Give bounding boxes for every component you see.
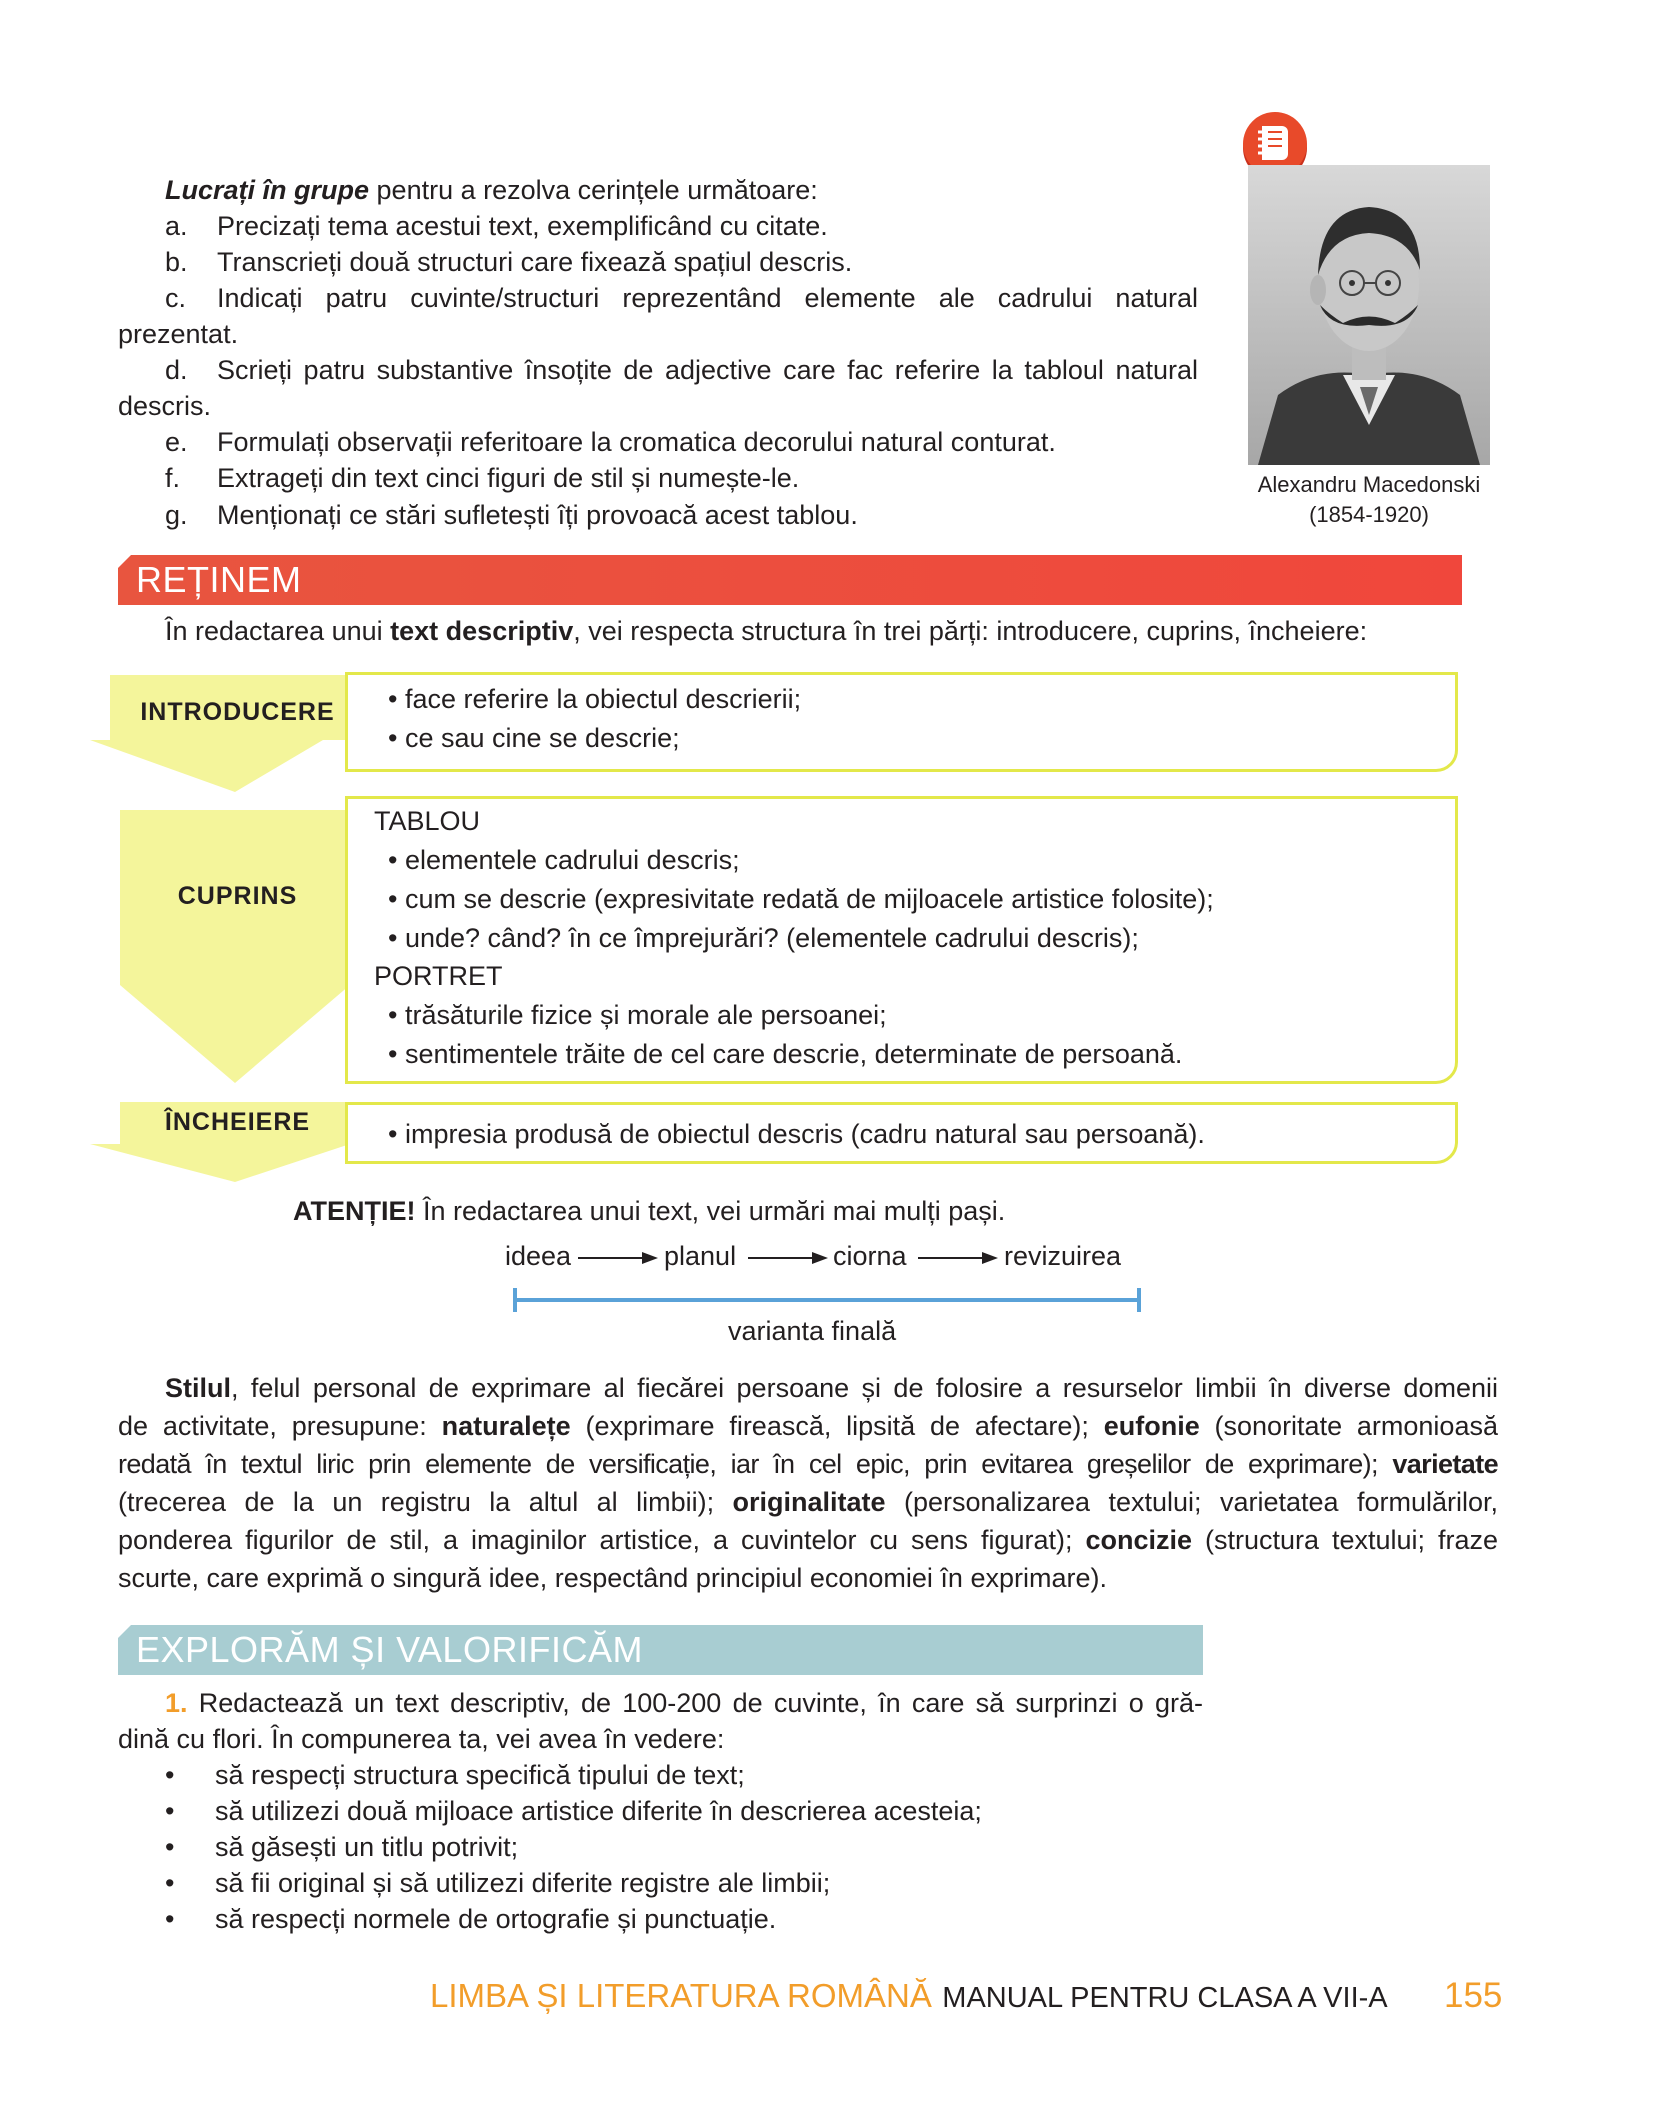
retinem-header: [118, 555, 1462, 605]
tablou-bullet: • elementele cadrului descris;: [388, 845, 740, 875]
bar-notch: [117, 555, 131, 569]
final-bracket: [512, 1288, 1142, 1312]
task-bullet: • să găsești un titlu potrivit;: [165, 1832, 519, 1862]
tablou-heading: TABLOU: [374, 806, 481, 836]
stilul-term: eufonie: [1103, 1411, 1200, 1441]
item-text: Precizați tema acestui text, exemplificând cu citate.: [217, 211, 828, 241]
portrait-photo: [1248, 165, 1490, 465]
task-bullet-text: să respecți structura specifică tipului de text;: [215, 1760, 745, 1790]
stilul-text: ponderea figurilor de stil, a imaginilor artistice, a cuvintelor cu sens figurat);: [118, 1525, 1086, 1555]
stilul-text: (structura textului; fraze: [1192, 1525, 1499, 1555]
item-letter: f.: [165, 463, 181, 493]
task-bullet-text: să utilizezi două mijloace artistice diferite în descrierea acesteia;: [215, 1796, 982, 1826]
stilul-line-3: [118, 1446, 1498, 1482]
stilul-text: (trecerea de la un registru la altul al limbii);: [118, 1487, 733, 1517]
introducere-bullet: • ce sau cine se descrie;: [388, 723, 680, 753]
item-text: Transcrieți două structuri care fixează spațiul descris.: [217, 247, 853, 277]
item-letter: e.: [165, 427, 188, 457]
item-letter: a.: [165, 211, 188, 241]
tablou-bullet: • cum se descrie (expresivitate redată de mijloacele artistice folosite);: [388, 884, 1214, 914]
arrow-right-icon: [578, 1251, 658, 1265]
stilul-term: varietate: [1392, 1449, 1498, 1479]
portret-heading: PORTRET: [374, 961, 503, 991]
cuprins-arrow-shape: [120, 810, 350, 1083]
cuprins-label: CUPRINS: [177, 882, 298, 910]
task-bullet: • să respecți normele de ortografie și punctuație.: [165, 1904, 777, 1934]
introducere-label: INTRODUCERE: [140, 698, 335, 726]
exercise-item-f: [165, 460, 799, 496]
stilul-term: Stilul: [165, 1373, 231, 1403]
stilul-text: de activitate, presupune:: [118, 1411, 442, 1441]
atentie-bold: ATENȚIE!: [293, 1196, 416, 1226]
portrait-name: Alexandru Macedonski: [1257, 472, 1481, 497]
portret-bullet: • trăsăturile fizice și morale ale persoanei;: [388, 1000, 887, 1030]
retinem-intro-b: , vei respecta structura în trei părți: introducere, cuprins, încheiere:: [573, 616, 1368, 646]
exploram-task-line-2: dină cu flori. În compunerea ta, vei avea în vedere:: [118, 1724, 725, 1754]
stilul-text: scurte, care exprimă o singură idee, respectând principiul economiei în exprimare).: [118, 1563, 1107, 1593]
stilul-text: (personalizarea textului; varietatea formulărilor,: [885, 1487, 1498, 1517]
varianta-finala: varianta finală: [728, 1316, 897, 1346]
stilul-line-2: [118, 1408, 1498, 1444]
footer: [430, 1974, 1388, 2025]
exploram-task-line-1: [165, 1685, 1203, 1721]
retinem-intro-a: În redactarea unui: [165, 616, 391, 646]
step-revizuirea: revizuirea: [1004, 1241, 1122, 1271]
item-text: Scrieți patru substantive însoțite de adjective care fac referire la tabloul natural: [217, 355, 1198, 385]
footer-manual: MANUAL PENTRU CLASA A VII-A: [942, 1982, 1388, 2014]
item-letter: b.: [165, 247, 188, 277]
task-bullet: • să fii original și să utilizezi diferite registre ale limbii;: [165, 1868, 831, 1898]
tablou-bullet: • unde? când? în ce împrejurări? (elementele cadrului descris);: [388, 923, 1139, 953]
retinem-title: REȚINEM: [136, 559, 302, 600]
exercise-item-c: [165, 280, 1198, 316]
stilul-line-4: [118, 1484, 1498, 1520]
exercise-item-d-cont: descris.: [118, 391, 212, 421]
exercise-item-b: [165, 244, 852, 280]
exploram-header: [118, 1625, 1203, 1675]
exploram-title: EXPLORĂM ȘI VALORIFICĂM: [136, 1629, 643, 1670]
step-planul: planul: [664, 1241, 737, 1271]
stilul-term: naturalețe: [441, 1411, 571, 1441]
item-letter: g.: [165, 500, 188, 530]
exercise-item-g: [165, 497, 858, 533]
exercise-item-e: [165, 424, 1056, 460]
incheiere-bullet: • impresia produsă de obiectul descris (cadru natural sau persoană).: [388, 1119, 1205, 1149]
task-bullet: • să respecți structura specifică tipului de text;: [165, 1760, 745, 1790]
retinem-intro: [165, 613, 1367, 649]
stilul-text: redată în textul liric prin elemente de versificație, iar în cel epic, prin evitarea greșelilor de exprimare);: [118, 1449, 1393, 1479]
item-text: Formulați observații referitoare la cromatica decorului natural conturat.: [217, 427, 1056, 457]
task-bullet: • să utilizezi două mijloace artistice diferite în descrierea acesteia;: [165, 1796, 982, 1826]
footer-subject: LIMBA ȘI LITERATURA ROMÂNĂ: [430, 1977, 932, 2014]
exercise-item-c-cont: prezentat.: [118, 319, 239, 349]
task-number: 1.: [165, 1688, 188, 1718]
atentie-rest: În redactarea unui text, vei urmări mai mulți pași.: [415, 1196, 1006, 1226]
stilul-line-6: [118, 1560, 1107, 1596]
task-bullet-text: să găsești un titlu potrivit;: [215, 1832, 519, 1862]
introducere-box: [345, 672, 1458, 772]
item-letter: d.: [165, 355, 188, 385]
stilul-text: (sonoritate armonioasă: [1199, 1411, 1498, 1441]
stilul-term: concizie: [1085, 1525, 1193, 1555]
task-bullet-text: să respecți normele de ortografie și punctuație.: [215, 1904, 777, 1934]
task-text: Redactează un text descriptiv, de 100-200 de cuvinte, în care să surprinzi o gră-: [187, 1688, 1203, 1718]
cuprins-box: [345, 796, 1458, 1084]
arrow-right-icon: [748, 1251, 828, 1265]
stilul-text: (exprimare firească, lipsită de afectare);: [570, 1411, 1104, 1441]
item-letter: c.: [165, 283, 187, 313]
retinem-intro-bold: text descriptiv: [390, 616, 574, 646]
step-ciorna: ciorna: [833, 1241, 907, 1271]
portret-bullet: • sentimentele trăite de cel care descrie, determinate de persoană.: [388, 1039, 1183, 1069]
item-text: Extrageți din text cinci figuri de stil și numește-le.: [217, 463, 800, 493]
stilul-line-5: [118, 1522, 1498, 1558]
exercise-item-d: [165, 352, 1198, 388]
arrow-right-icon: [918, 1251, 998, 1265]
stilul-text: , felul personal de exprimare al fiecărei persoane și de folosire a resurselor limbii în diverse domenii: [231, 1373, 1498, 1403]
exercise-intro: [165, 172, 818, 208]
page-number: 155: [1444, 1976, 1503, 2015]
exercise-intro-bold: Lucrați în grupe: [165, 175, 370, 205]
stilul-term: originalitate: [732, 1487, 886, 1517]
exercise-intro-rest: pentru a rezolva cerințele următoare:: [369, 175, 818, 205]
step-ideea: ideea: [505, 1241, 572, 1271]
exercise-item-a: [165, 208, 828, 244]
bar-notch: [117, 1625, 131, 1639]
item-text: Indicați patru cuvinte/structuri reprezentând elemente ale cadrului natural: [217, 283, 1198, 313]
incheiere-label: ÎNCHEIERE: [164, 1108, 311, 1136]
introducere-bullet: • face referire la obiectul descrierii;: [388, 684, 802, 714]
atentie-line: [293, 1193, 1005, 1229]
incheiere-box: [345, 1102, 1458, 1164]
stilul-line-1: [165, 1370, 1498, 1406]
portrait-years: (1854-1920): [1309, 502, 1429, 527]
portrait-caption: [1240, 470, 1498, 530]
task-bullet-text: să fii original și să utilizezi diferite registre ale limbii;: [215, 1868, 831, 1898]
item-text: Menționați ce stări sufletești îți provoacă acest tablou.: [217, 500, 858, 530]
